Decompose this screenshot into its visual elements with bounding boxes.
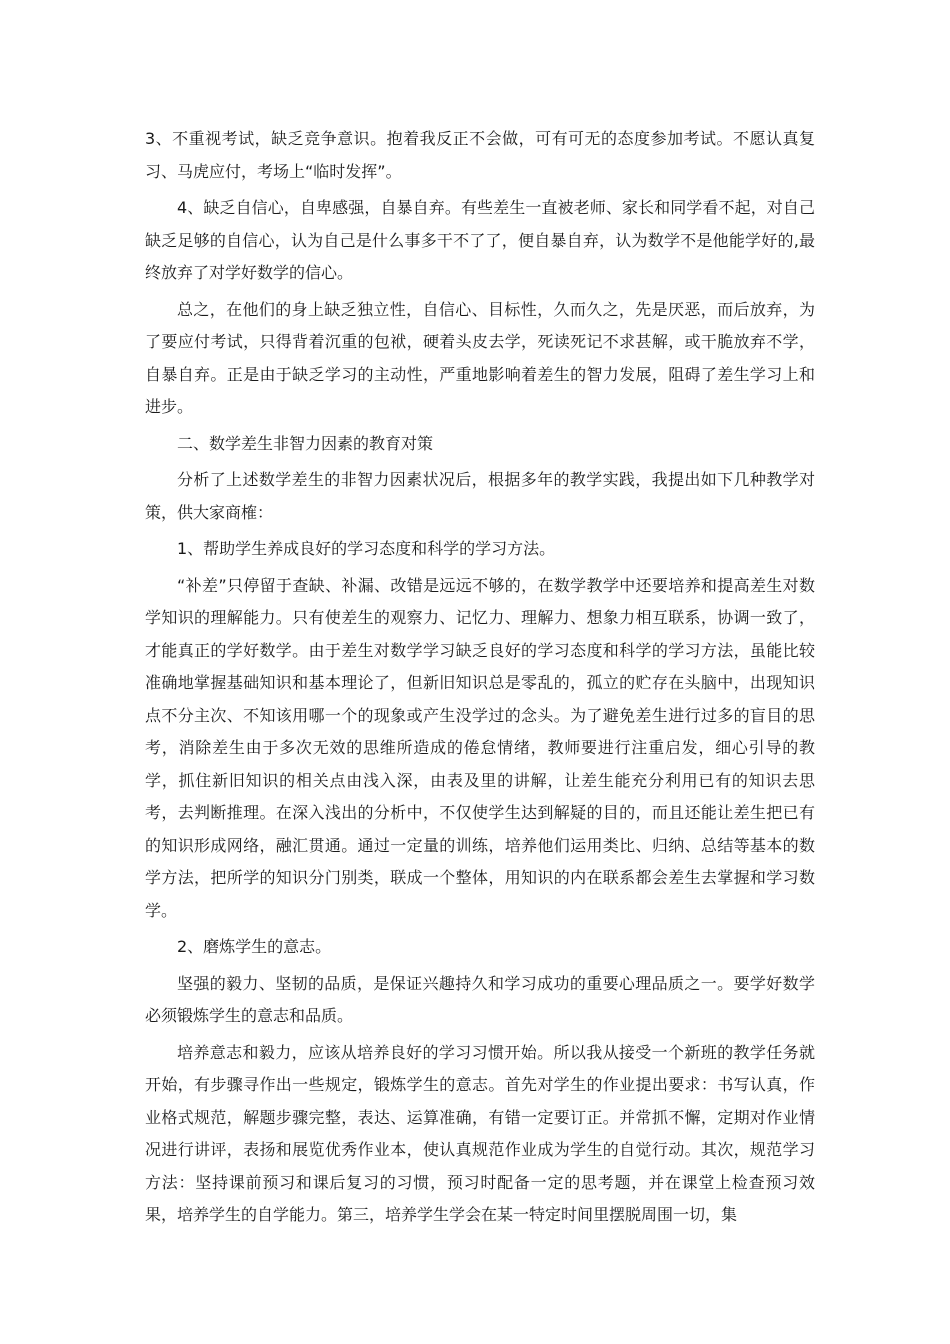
- paragraph-10: 培养意志和毅力，应该从培养良好的学习习惯开始。所以我从接受一个新班的教学任务就开始，有步骤寻作出一些规定，锻炼学生的意志。首先对学生的作业提出要求：书写认真，作业格式规范，解题步骤完整，表达、运算准确，有错一定要订正。并常抓不懈，定期对作业情况进行讲评，表扬和展览优秀作业本，使认真规范作业成为学生的自觉行动。其次，规范学习方法：坚持课前预习和课后复习的习惯，预习时配备一定的思考题，并在课堂上检查预习效果，培养学生的自学能力。第三，培养学生学会在某一特定时间里摆脱周围一切，集: [145, 1042, 815, 1224]
- subheading-2: 2、磨炼学生的意志。: [177, 937, 332, 956]
- section-heading: 二、数学差生非智力因素的教育对策: [177, 433, 434, 453]
- document-body: [145, 123, 815, 1236]
- paragraph-1: 3、不重视考试，缺乏竞争意识。抱着我反正不会做，可有可无的态度参加考试。不愿认真复习、马虎应付，考场上“临时发挥”。: [145, 129, 815, 181]
- paragraph-2: 4、缺乏自信心，自卑感强，自暴自弃。有些差生一直被老师、家长和同学看不起，对自己缺乏足够的自信心，认为自己是什么事多干不了了，便自暴自弃，认为数学不是他能学好的,最终放弃了对学好数学的信心。: [145, 198, 815, 282]
- subheading-1: 1、帮助学生养成良好的学习态度和科学的学习方法。: [177, 539, 556, 558]
- paragraph-5: 分析了上述数学差生的非智力因素状况后，根据多年的教学实践，我提出如下几种教学对策，供大家商榷：: [145, 470, 815, 522]
- paragraph-3: 总之，在他们的身上缺乏独立性，自信心、目标性，久而久之，先是厌恶，而后放弃，为了要应付考试，只得背着沉重的包袱，硬着头皮去学，死读死记不求甚解，或干脆放弃不学，自暴自弃。正是由于缺乏学习的主动性，严重地影响着差生的智力发展，阻碍了差生学习上和进步。: [145, 299, 815, 416]
- paragraph-7: “补差”只停留于查缺、补漏、改错是远远不够的，在数学教学中还要培养和提高差生对数学知识的理解能力。只有使差生的观察力、记忆力、理解力、想象力相互联系，协调一致了，才能真正的学好数学。由于差生对数学学习缺乏良好的学习态度和科学的学习方法，虽能比较准确地掌握基础知识和基本理论了，但新旧知识总是零乱的，孤立的贮存在头脑中，出现知识点不分主次、不知该用哪一个的现象或产生没学过的念头。为了避免差生进行过多的盲目的思考，消除差生由于多次无效的思维所造成的倦怠情绪，教师要进行注重启发，细心引导的教学，抓住新旧知识的相关点由浅入深，由表及里的讲解，让差生能充分利用已有的知识去思考，去判断推理。在深入浅出的分析中，不仅使学生达到解疑的目的，而且还能让差生把已有的知识形成网络，融汇贯通。通过一定量的训练，培养他们运用类比、归纳、总结等基本的数学方法，把所学的知识分门别类，联成一个整体，用知识的内在联系都会差生去掌握和学习数学。: [145, 575, 815, 920]
- paragraph-9: 坚强的毅力、坚韧的品质，是保证兴趣持久和学习成功的重要心理品质之一。要学好数学必须锻炼学生的意志和品质。: [145, 973, 815, 1025]
